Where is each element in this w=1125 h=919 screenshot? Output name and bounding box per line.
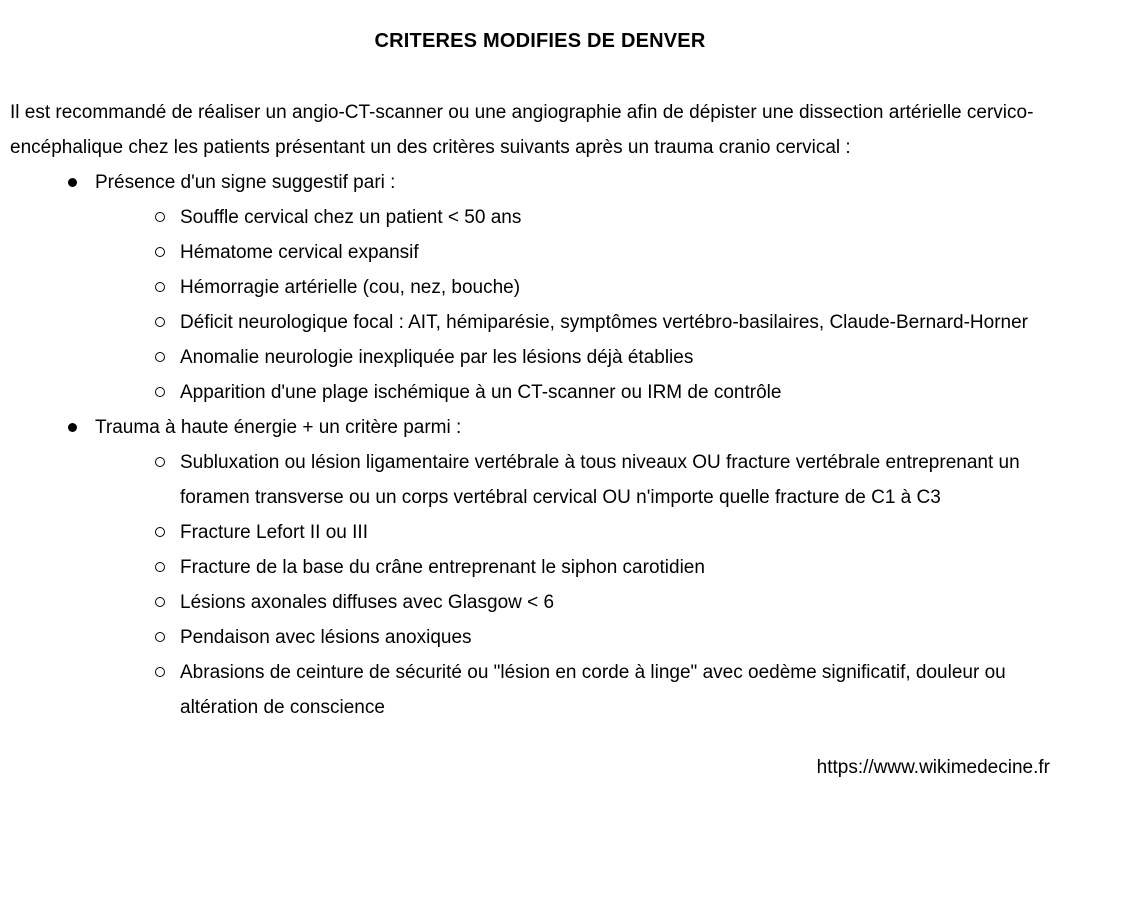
open-circle-bullet-icon bbox=[155, 352, 165, 362]
open-circle-bullet-icon bbox=[155, 527, 165, 537]
filled-bullet-icon bbox=[68, 178, 77, 187]
criteria-item-text: Apparition d'une plage ischémique à un CT-scanner ou IRM de contrôle bbox=[180, 382, 782, 403]
open-circle-bullet-icon bbox=[155, 562, 165, 572]
open-circle-bullet-icon bbox=[155, 387, 165, 397]
criteria-section-label bbox=[10, 410, 1070, 445]
criteria-item-text: Hématome cervical expansif bbox=[180, 242, 419, 263]
criteria-item-text: Fracture Lefort II ou III bbox=[180, 522, 368, 543]
criteria-item bbox=[10, 270, 1070, 305]
criteria-item-text: Hémorragie artérielle (cou, nez, bouche) bbox=[180, 277, 521, 298]
criteria-item-text: Abrasions de ceinture de sécurité ou "lésion en corde à linge" avec oedème significatif, douleur ou altération de conscience bbox=[180, 662, 1006, 718]
criteria-item-text: Pendaison avec lésions anoxiques bbox=[180, 627, 472, 648]
source-url: https://www.wikimedecine.fr bbox=[816, 757, 1050, 778]
filled-bullet-icon bbox=[68, 423, 77, 432]
criteria-item bbox=[10, 445, 1070, 515]
criteria-item-text: Anomalie neurologie inexpliquée par les lésions déjà établies bbox=[180, 347, 694, 368]
criteria-item-text: Déficit neurologique focal : AIT, hémiparésie, symptômes vertébro-basilaires, Claude-Bernard-Horner bbox=[180, 312, 1028, 333]
open-circle-bullet-icon bbox=[155, 317, 165, 327]
criteria-item-text: Souffle cervical chez un patient < 50 ans bbox=[180, 207, 522, 228]
criteria-item bbox=[10, 655, 1070, 725]
criteria-item bbox=[10, 235, 1070, 270]
criteria-item bbox=[10, 550, 1070, 585]
criteria-list bbox=[10, 165, 1070, 725]
open-circle-bullet-icon bbox=[155, 247, 165, 257]
criteria-item-text: Subluxation ou lésion ligamentaire vertébrale à tous niveaux OU fracture vertébrale entreprenant un foramen transverse ou un corps vertébral cervical OU n'importe quelle fracture de C1 à C3 bbox=[180, 452, 1020, 508]
criteria-item bbox=[10, 200, 1070, 235]
open-circle-bullet-icon bbox=[155, 597, 165, 607]
section-label-text: Présence d'un signe suggestif pari : bbox=[95, 172, 396, 193]
criteria-item bbox=[10, 375, 1070, 410]
intro-paragraph: Il est recommandé de réaliser un angio-CT-scanner ou une angiographie afin de dépister une dissection artérielle cervico-encéphalique chez les patients présentant un des critères suivants après un trauma cranio cervical : bbox=[10, 102, 1034, 158]
open-circle-bullet-icon bbox=[155, 457, 165, 467]
open-circle-bullet-icon bbox=[155, 212, 165, 222]
criteria-item bbox=[10, 340, 1070, 375]
document-title: CRITERES MODIFIES DE DENVER bbox=[374, 30, 706, 52]
criteria-section-label bbox=[10, 165, 1070, 200]
criteria-item-text: Fracture de la base du crâne entreprenant le siphon carotidien bbox=[180, 557, 705, 578]
open-circle-bullet-icon bbox=[155, 667, 165, 677]
criteria-item bbox=[10, 620, 1070, 655]
open-circle-bullet-icon bbox=[155, 282, 165, 292]
criteria-item bbox=[10, 585, 1070, 620]
criteria-item bbox=[10, 515, 1070, 550]
criteria-item bbox=[10, 305, 1070, 340]
criteria-item-text: Lésions axonales diffuses avec Glasgow < 6 bbox=[180, 592, 555, 613]
open-circle-bullet-icon bbox=[155, 632, 165, 642]
section-label-text: Trauma à haute énergie + un critère parmi : bbox=[95, 417, 462, 438]
